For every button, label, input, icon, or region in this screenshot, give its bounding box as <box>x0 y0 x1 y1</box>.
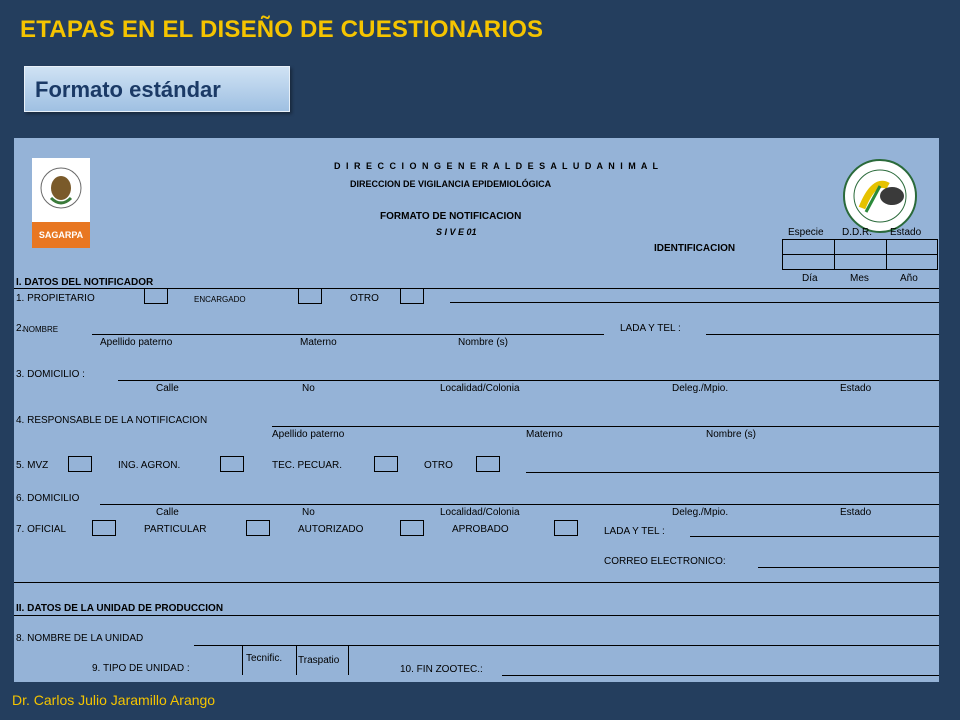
responsable-field[interactable] <box>272 426 939 427</box>
encargado-checkbox[interactable] <box>298 288 322 304</box>
pecuar-checkbox[interactable] <box>374 456 398 472</box>
domicilio2-field[interactable] <box>100 504 939 505</box>
section2-title: II. DATOS DE LA UNIDAD DE PRODUCCION <box>16 603 224 614</box>
id-header-especie: Especie <box>788 227 824 238</box>
agron-checkbox[interactable] <box>220 456 244 472</box>
nombre-sub-materno: Materno <box>300 337 337 348</box>
encargado-label: ENCARGADO <box>194 295 246 304</box>
id-header-anio: Año <box>900 273 918 284</box>
nombre-sub-apellido: Apellido paterno <box>100 337 173 348</box>
identificacion-label: IDENTIFICACION <box>654 243 736 254</box>
dom2-sub-estado: Estado <box>840 507 872 518</box>
dom1-sub-deleg: Deleg./Mpio. <box>672 383 729 394</box>
dom2-sub-calle: Calle <box>156 507 179 518</box>
lada1-label: LADA Y TEL : <box>620 323 681 334</box>
header-line2: DIRECCION DE VIGILANCIA EPIDEMIOLÓGICA <box>350 179 552 189</box>
fin-zootec-field[interactable] <box>502 675 939 676</box>
domicilio1-label: 3. DOMICILIO : <box>16 369 85 380</box>
slide-subtitle: Formato estándar <box>24 66 290 112</box>
propietario-checkbox[interactable] <box>144 288 168 304</box>
nombre-label: NOMBRE <box>23 325 59 334</box>
responsable-label: 4. RESPONSABLE DE LA NOTIFICACION <box>16 415 208 426</box>
author-credit: Dr. Carlos Julio Jaramillo Arango <box>12 692 216 708</box>
pecuar-label: TEC. PECUAR. <box>272 460 343 471</box>
agron-label: ING. AGRON. <box>118 460 181 471</box>
autorizado-label: AUTORIZADO <box>298 524 364 535</box>
dom1-sub-no: No <box>302 383 315 394</box>
nombre-sub-nombre: Nombre (s) <box>458 337 509 348</box>
oficial-label: 7. OFICIAL <box>16 524 67 535</box>
otro1-checkbox[interactable] <box>400 288 424 304</box>
dom1-sub-estado: Estado <box>840 383 872 394</box>
correo-label: CORREO ELECTRONICO: <box>604 556 726 567</box>
coat-of-arms-icon <box>32 158 90 222</box>
nombre-number: 2. <box>16 323 25 334</box>
aprobado-label: APROBADO <box>452 524 509 535</box>
propietario-label: 1. PROPIETARIO <box>16 293 95 304</box>
otro1-label: OTRO <box>350 293 379 304</box>
id-header-mes: Mes <box>850 273 869 284</box>
header-line1: D I R E C C I O N G E N E R A L D E S A L U D A N I M A L <box>334 161 660 171</box>
id-header-ddr: D.D.R. <box>842 227 872 238</box>
slide-title: ETAPAS EN EL DISEÑO DE CUESTIONARIOS <box>20 16 544 43</box>
dom1-sub-calle: Calle <box>156 383 179 394</box>
lada2-label: LADA Y TEL : <box>604 526 665 537</box>
otro2-field[interactable] <box>526 472 939 473</box>
nombre-field[interactable] <box>92 334 604 335</box>
tecnific-label[interactable]: Tecnific. <box>246 653 283 664</box>
mvz-label: 5. MVZ <box>16 460 49 471</box>
dom2-sub-no: No <box>302 507 315 518</box>
lada2-field[interactable] <box>690 536 939 537</box>
otro2-label: OTRO <box>424 460 453 471</box>
fin-zootec-label: 10. FIN ZOOTEC.: <box>400 664 483 675</box>
autorizado-checkbox[interactable] <box>400 520 424 536</box>
otro2-checkbox[interactable] <box>476 456 500 472</box>
dom2-sub-deleg: Deleg./Mpio. <box>672 507 729 518</box>
resp-sub-nombre: Nombre (s) <box>706 429 757 440</box>
traspatio-label[interactable]: Traspatio <box>298 655 340 666</box>
section1-title: I. DATOS DEL NOTIFICADOR <box>16 277 154 288</box>
nombre-unidad-label: 8. NOMBRE DE LA UNIDAD <box>16 633 144 644</box>
lada1-field[interactable] <box>706 334 939 335</box>
otro1-field[interactable] <box>450 302 939 303</box>
nombre-unidad-field[interactable] <box>194 645 939 646</box>
domicilio2-label: 6. DOMICILIO <box>16 493 80 504</box>
sagarpa-logo <box>32 158 90 248</box>
id-header-estado: Estado <box>890 227 922 238</box>
resp-sub-materno: Materno <box>526 429 563 440</box>
particular-label: PARTICULAR <box>144 524 207 535</box>
header-line3: FORMATO DE NOTIFICACION <box>380 211 522 222</box>
dom1-sub-localidad: Localidad/Colonia <box>440 383 520 394</box>
mvz-checkbox[interactable] <box>68 456 92 472</box>
domicilio1-field[interactable] <box>118 380 939 381</box>
tipo-unidad-label: 9. TIPO DE UNIDAD : <box>92 663 190 674</box>
oficial-checkbox[interactable] <box>92 520 116 536</box>
id-header-dia: Día <box>802 273 818 284</box>
correo-field[interactable] <box>758 567 939 568</box>
senasica-logo <box>840 156 920 236</box>
aprobado-checkbox[interactable] <box>554 520 578 536</box>
header-line4: S I V E 01 <box>436 227 477 237</box>
dom2-sub-localidad: Localidad/Colonia <box>440 507 520 518</box>
resp-sub-apellido: Apellido paterno <box>272 429 345 440</box>
notification-form <box>14 138 939 682</box>
sagarpa-logo-text: SAGARPA <box>32 222 90 248</box>
particular-checkbox[interactable] <box>246 520 270 536</box>
